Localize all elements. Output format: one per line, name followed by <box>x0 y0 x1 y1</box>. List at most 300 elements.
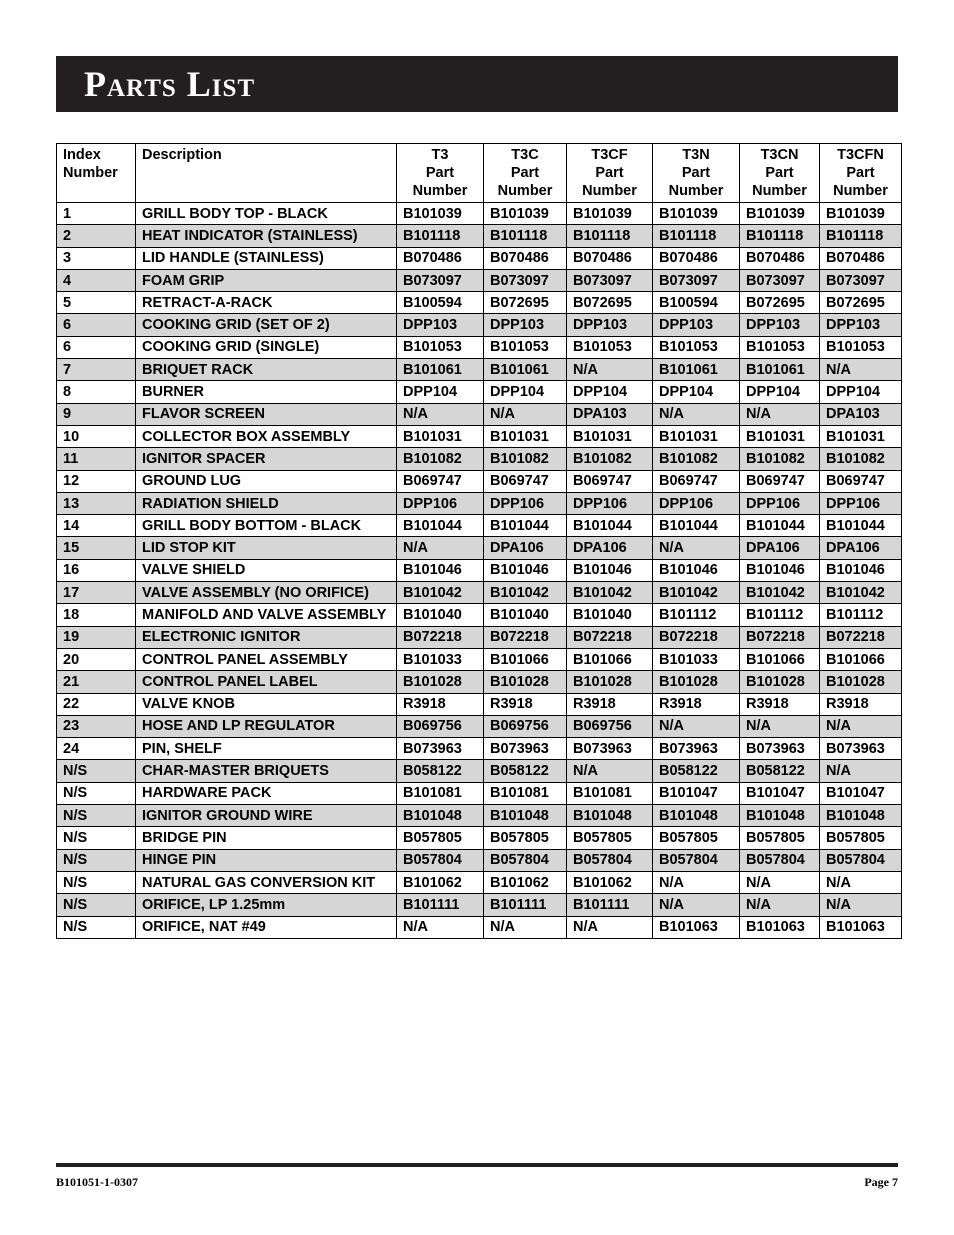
table-row <box>57 827 902 849</box>
t3cn-part-cell: B069747 <box>740 470 820 492</box>
t3c-part-cell: B101062 <box>484 871 567 893</box>
description-cell: NATURAL GAS CONVERSION KIT <box>136 871 397 893</box>
table-row <box>57 515 902 537</box>
table-row <box>57 559 902 581</box>
t3c-part-cell: B101066 <box>484 648 567 670</box>
t3c-part-cell: DPP106 <box>484 492 567 514</box>
t3n-part-cell: B101048 <box>653 805 740 827</box>
t3n-part-cell: N/A <box>653 403 740 425</box>
t3cn-part-cell: B057804 <box>740 849 820 871</box>
t3cn-part-number-header: T3CN Part Number <box>740 144 820 203</box>
t3n-part-cell: B101042 <box>653 582 740 604</box>
t3cf-part-cell: B101044 <box>567 515 653 537</box>
t3c-part-cell: B101111 <box>484 894 567 916</box>
t3cn-part-cell: B101063 <box>740 916 820 938</box>
t3n-part-cell: B057804 <box>653 849 740 871</box>
index-cell: N/S <box>57 782 136 804</box>
table-row <box>57 470 902 492</box>
t3c-part-cell: B101046 <box>484 559 567 581</box>
t3-part-cell: B070486 <box>397 247 484 269</box>
table-body <box>57 203 902 939</box>
description-cell: HARDWARE PACK <box>136 782 397 804</box>
t3cn-part-cell: DPP104 <box>740 381 820 403</box>
t3c-part-cell: B101040 <box>484 604 567 626</box>
t3cn-part-cell: B070486 <box>740 247 820 269</box>
table-row <box>57 269 902 291</box>
t3cf-part-cell: R3918 <box>567 693 653 715</box>
t3cfn-part-cell: B072218 <box>820 626 902 648</box>
t3n-part-cell: B101039 <box>653 203 740 225</box>
t3n-part-cell: B101061 <box>653 359 740 381</box>
table-row <box>57 871 902 893</box>
description-cell: VALVE ASSEMBLY (NO ORIFICE) <box>136 582 397 604</box>
description-cell: VALVE SHIELD <box>136 559 397 581</box>
description-cell: CONTROL PANEL LABEL <box>136 671 397 693</box>
t3cf-part-cell: B101066 <box>567 648 653 670</box>
t3cn-part-cell: B058122 <box>740 760 820 782</box>
description-cell: GRILL BODY TOP - BLACK <box>136 203 397 225</box>
t3cn-part-cell: B101118 <box>740 225 820 247</box>
t3cn-part-cell: N/A <box>740 403 820 425</box>
t3-part-cell: B072218 <box>397 626 484 648</box>
t3cfn-part-cell: N/A <box>820 359 902 381</box>
description-cell: HEAT INDICATOR (STAINLESS) <box>136 225 397 247</box>
t3cfn-part-cell: N/A <box>820 760 902 782</box>
page-title: Parts List <box>84 64 256 104</box>
table-row <box>57 448 902 470</box>
description-cell: COOKING GRID (SINGLE) <box>136 336 397 358</box>
description-cell: PIN, SHELF <box>136 738 397 760</box>
index-cell: 15 <box>57 537 136 559</box>
t3cn-part-cell: B057805 <box>740 827 820 849</box>
t3cfn-part-cell: DPA103 <box>820 403 902 425</box>
index-cell: 8 <box>57 381 136 403</box>
t3cf-part-cell: DPP106 <box>567 492 653 514</box>
index-cell: N/S <box>57 805 136 827</box>
index-cell: 24 <box>57 738 136 760</box>
index-cell: N/S <box>57 760 136 782</box>
index-number-header: Index Number <box>57 144 136 203</box>
t3cf-part-cell: B101028 <box>567 671 653 693</box>
t3n-part-cell: B101033 <box>653 648 740 670</box>
table-row <box>57 760 902 782</box>
description-header: Description <box>136 144 397 203</box>
t3cfn-part-cell: B101082 <box>820 448 902 470</box>
index-cell: 19 <box>57 626 136 648</box>
t3cn-part-cell: B073097 <box>740 269 820 291</box>
t3cf-part-cell: B101111 <box>567 894 653 916</box>
t3cn-part-cell: B073963 <box>740 738 820 760</box>
t3cf-part-cell: DPP103 <box>567 314 653 336</box>
t3n-part-cell: B069747 <box>653 470 740 492</box>
t3cfn-part-cell: B057804 <box>820 849 902 871</box>
index-cell: N/S <box>57 849 136 871</box>
page-number: Page 7 <box>864 1175 898 1189</box>
t3cfn-part-cell: DPP104 <box>820 381 902 403</box>
description-cell: BRIQUET RACK <box>136 359 397 381</box>
t3n-part-cell: R3918 <box>653 693 740 715</box>
t3cfn-part-cell: B101028 <box>820 671 902 693</box>
t3cn-part-cell: B101044 <box>740 515 820 537</box>
t3n-part-cell: B101028 <box>653 671 740 693</box>
t3-part-cell: B101061 <box>397 359 484 381</box>
index-cell: 17 <box>57 582 136 604</box>
t3cf-part-cell: B101118 <box>567 225 653 247</box>
t3cfn-part-cell: B101048 <box>820 805 902 827</box>
t3c-part-cell: B101118 <box>484 225 567 247</box>
t3n-part-cell: N/A <box>653 871 740 893</box>
t3cfn-part-cell: B101031 <box>820 425 902 447</box>
description-cell: GROUND LUG <box>136 470 397 492</box>
t3n-part-cell: N/A <box>653 537 740 559</box>
title-bar <box>56 56 898 112</box>
t3cf-part-cell: B073963 <box>567 738 653 760</box>
t3cf-part-cell: DPA106 <box>567 537 653 559</box>
table-row <box>57 336 902 358</box>
t3c-part-cell: B057805 <box>484 827 567 849</box>
description-cell: RADIATION SHIELD <box>136 492 397 514</box>
t3n-part-cell: B072218 <box>653 626 740 648</box>
t3-part-cell: B073097 <box>397 269 484 291</box>
index-cell: 20 <box>57 648 136 670</box>
t3c-part-cell: N/A <box>484 916 567 938</box>
t3cf-part-cell: DPA103 <box>567 403 653 425</box>
t3cf-part-cell: B069747 <box>567 470 653 492</box>
table-row <box>57 894 902 916</box>
t3c-part-cell: R3918 <box>484 693 567 715</box>
t3-part-cell: R3918 <box>397 693 484 715</box>
table-row <box>57 381 902 403</box>
table-row <box>57 359 902 381</box>
t3c-part-cell: B101081 <box>484 782 567 804</box>
t3-part-cell: B101031 <box>397 425 484 447</box>
description-cell: COOKING GRID (SET OF 2) <box>136 314 397 336</box>
t3cfn-part-cell: B101066 <box>820 648 902 670</box>
t3cn-part-cell: B101066 <box>740 648 820 670</box>
t3cfn-part-cell: B101112 <box>820 604 902 626</box>
index-cell: 9 <box>57 403 136 425</box>
t3-part-cell: N/A <box>397 537 484 559</box>
t3c-part-cell: B101031 <box>484 425 567 447</box>
description-cell: LID STOP KIT <box>136 537 397 559</box>
t3-part-cell: B101046 <box>397 559 484 581</box>
t3cfn-part-cell: B073963 <box>820 738 902 760</box>
t3-part-cell: B100594 <box>397 292 484 314</box>
table-row <box>57 916 902 938</box>
footer-rule <box>56 1163 898 1167</box>
t3-part-cell: B058122 <box>397 760 484 782</box>
t3c-part-cell: B101061 <box>484 359 567 381</box>
table-row <box>57 805 902 827</box>
t3cf-part-cell: B101062 <box>567 871 653 893</box>
table-row <box>57 314 902 336</box>
description-cell: MANIFOLD AND VALVE ASSEMBLY <box>136 604 397 626</box>
t3n-part-number-header: T3N Part Number <box>653 144 740 203</box>
t3-part-cell: B101118 <box>397 225 484 247</box>
t3cfn-part-cell: B101039 <box>820 203 902 225</box>
t3n-part-cell: B058122 <box>653 760 740 782</box>
t3c-part-cell: B101039 <box>484 203 567 225</box>
t3cf-part-cell: B101081 <box>567 782 653 804</box>
index-cell: 11 <box>57 448 136 470</box>
t3-part-number-header: T3 Part Number <box>397 144 484 203</box>
t3-part-cell: B101048 <box>397 805 484 827</box>
index-cell: N/S <box>57 894 136 916</box>
table-row <box>57 782 902 804</box>
t3cf-part-cell: B070486 <box>567 247 653 269</box>
table-row <box>57 537 902 559</box>
t3cn-part-cell: B072695 <box>740 292 820 314</box>
t3cfn-part-cell: B101044 <box>820 515 902 537</box>
t3cn-part-cell: B101047 <box>740 782 820 804</box>
t3cn-part-cell: DPP103 <box>740 314 820 336</box>
t3c-part-cell: B073097 <box>484 269 567 291</box>
table-row <box>57 225 902 247</box>
t3cn-part-cell: N/A <box>740 894 820 916</box>
t3c-part-cell: B072695 <box>484 292 567 314</box>
index-cell: 14 <box>57 515 136 537</box>
t3cfn-part-cell: B101063 <box>820 916 902 938</box>
t3-part-cell: N/A <box>397 916 484 938</box>
t3n-part-cell: B101112 <box>653 604 740 626</box>
t3c-part-cell: N/A <box>484 403 567 425</box>
t3cn-part-cell: DPA106 <box>740 537 820 559</box>
index-cell: N/S <box>57 916 136 938</box>
t3c-part-cell: B101028 <box>484 671 567 693</box>
t3cn-part-cell: B101082 <box>740 448 820 470</box>
t3cfn-part-cell: B072695 <box>820 292 902 314</box>
t3c-part-cell: B101048 <box>484 805 567 827</box>
parts-table <box>56 143 902 939</box>
t3c-part-cell: DPP104 <box>484 381 567 403</box>
t3-part-cell: B101044 <box>397 515 484 537</box>
table-row <box>57 849 902 871</box>
t3cf-part-cell: N/A <box>567 916 653 938</box>
t3cn-part-cell: B101042 <box>740 582 820 604</box>
t3cf-part-cell: B101053 <box>567 336 653 358</box>
index-cell: 21 <box>57 671 136 693</box>
t3n-part-cell: B101031 <box>653 425 740 447</box>
description-cell: VALVE KNOB <box>136 693 397 715</box>
index-cell: 13 <box>57 492 136 514</box>
t3c-part-cell: B069756 <box>484 715 567 737</box>
t3c-part-cell: B058122 <box>484 760 567 782</box>
t3cf-part-cell: N/A <box>567 760 653 782</box>
index-cell: 6 <box>57 314 136 336</box>
table-row <box>57 715 902 737</box>
t3-part-cell: DPP103 <box>397 314 484 336</box>
description-cell: RETRACT-A-RACK <box>136 292 397 314</box>
t3c-part-cell: B101044 <box>484 515 567 537</box>
t3cf-part-number-header: T3CF Part Number <box>567 144 653 203</box>
t3cn-part-cell: N/A <box>740 715 820 737</box>
t3cn-part-cell: B101061 <box>740 359 820 381</box>
t3-part-cell: N/A <box>397 403 484 425</box>
index-cell: 18 <box>57 604 136 626</box>
t3-part-cell: B101081 <box>397 782 484 804</box>
t3-part-cell: B101111 <box>397 894 484 916</box>
t3cf-part-cell: B057804 <box>567 849 653 871</box>
t3n-part-cell: N/A <box>653 894 740 916</box>
t3n-part-cell: DPP104 <box>653 381 740 403</box>
t3cf-part-cell: B101039 <box>567 203 653 225</box>
t3n-part-cell: B101044 <box>653 515 740 537</box>
t3cf-part-cell: B101042 <box>567 582 653 604</box>
t3-part-cell: B101062 <box>397 871 484 893</box>
t3cfn-part-cell: N/A <box>820 871 902 893</box>
t3cfn-part-number-header: T3CFN Part Number <box>820 144 902 203</box>
t3cf-part-cell: B069756 <box>567 715 653 737</box>
t3cn-part-cell: N/A <box>740 871 820 893</box>
t3-part-cell: B101053 <box>397 336 484 358</box>
t3c-part-cell: B101082 <box>484 448 567 470</box>
table-row <box>57 648 902 670</box>
description-cell: ORIFICE, NAT #49 <box>136 916 397 938</box>
t3n-part-cell: B101082 <box>653 448 740 470</box>
table-row <box>57 626 902 648</box>
t3cf-part-cell: B072218 <box>567 626 653 648</box>
t3n-part-cell: B101046 <box>653 559 740 581</box>
table-row <box>57 403 902 425</box>
description-cell: IGNITOR SPACER <box>136 448 397 470</box>
t3cfn-part-cell: B101053 <box>820 336 902 358</box>
t3cn-part-cell: B101031 <box>740 425 820 447</box>
description-cell: GRILL BODY BOTTOM - BLACK <box>136 515 397 537</box>
description-cell: BURNER <box>136 381 397 403</box>
t3-part-cell: B073963 <box>397 738 484 760</box>
description-cell: ELECTRONIC IGNITOR <box>136 626 397 648</box>
t3-part-cell: B057804 <box>397 849 484 871</box>
t3cf-part-cell: B101031 <box>567 425 653 447</box>
index-cell: 1 <box>57 203 136 225</box>
t3-part-cell: B057805 <box>397 827 484 849</box>
table-row <box>57 738 902 760</box>
document-number: B101051-1-0307 <box>56 1175 138 1189</box>
t3c-part-cell: B070486 <box>484 247 567 269</box>
t3cn-part-cell: DPP106 <box>740 492 820 514</box>
description-cell: HOSE AND LP REGULATOR <box>136 715 397 737</box>
t3c-part-cell: B101053 <box>484 336 567 358</box>
t3cf-part-cell: N/A <box>567 359 653 381</box>
t3cn-part-cell: B072218 <box>740 626 820 648</box>
t3c-part-cell: B069747 <box>484 470 567 492</box>
t3cfn-part-cell: B101042 <box>820 582 902 604</box>
table-row <box>57 671 902 693</box>
t3cfn-part-cell: B101047 <box>820 782 902 804</box>
t3cn-part-cell: B101048 <box>740 805 820 827</box>
t3cf-part-cell: B057805 <box>567 827 653 849</box>
t3cfn-part-cell: DPP106 <box>820 492 902 514</box>
description-cell: COLLECTOR BOX ASSEMBLY <box>136 425 397 447</box>
t3cfn-part-cell: B069747 <box>820 470 902 492</box>
description-cell: CONTROL PANEL ASSEMBLY <box>136 648 397 670</box>
t3c-part-cell: B073963 <box>484 738 567 760</box>
t3c-part-cell: B101042 <box>484 582 567 604</box>
t3n-part-cell: B073963 <box>653 738 740 760</box>
t3cf-part-cell: B101082 <box>567 448 653 470</box>
t3-part-cell: B101040 <box>397 604 484 626</box>
table-row <box>57 425 902 447</box>
t3-part-cell: DPP106 <box>397 492 484 514</box>
t3cf-part-cell: B072695 <box>567 292 653 314</box>
t3n-part-cell: DPP103 <box>653 314 740 336</box>
index-cell: N/S <box>57 827 136 849</box>
t3n-part-cell: B057805 <box>653 827 740 849</box>
t3cfn-part-cell: B057805 <box>820 827 902 849</box>
t3cfn-part-cell: N/A <box>820 894 902 916</box>
index-cell: 4 <box>57 269 136 291</box>
t3cn-part-cell: B101039 <box>740 203 820 225</box>
t3c-part-cell: DPA106 <box>484 537 567 559</box>
description-cell: BRIDGE PIN <box>136 827 397 849</box>
t3n-part-cell: N/A <box>653 715 740 737</box>
t3cn-part-cell: R3918 <box>740 693 820 715</box>
t3cn-part-cell: B101112 <box>740 604 820 626</box>
t3cfn-part-cell: B073097 <box>820 269 902 291</box>
t3cf-part-cell: B101048 <box>567 805 653 827</box>
t3cf-part-cell: B101040 <box>567 604 653 626</box>
t3cfn-part-cell: N/A <box>820 715 902 737</box>
index-cell: 6 <box>57 336 136 358</box>
description-cell: ORIFICE, LP 1.25mm <box>136 894 397 916</box>
index-cell: 5 <box>57 292 136 314</box>
description-cell: FLAVOR SCREEN <box>136 403 397 425</box>
description-cell: HINGE PIN <box>136 849 397 871</box>
t3c-part-cell: DPP103 <box>484 314 567 336</box>
index-cell: 2 <box>57 225 136 247</box>
t3cf-part-cell: DPP104 <box>567 381 653 403</box>
t3cfn-part-cell: B101118 <box>820 225 902 247</box>
t3cfn-part-cell: B101046 <box>820 559 902 581</box>
table-row <box>57 492 902 514</box>
table-row <box>57 604 902 626</box>
t3-part-cell: B101028 <box>397 671 484 693</box>
t3cn-part-cell: B101028 <box>740 671 820 693</box>
t3-part-cell: B101042 <box>397 582 484 604</box>
table-row <box>57 582 902 604</box>
t3n-part-cell: B101047 <box>653 782 740 804</box>
index-cell: 3 <box>57 247 136 269</box>
t3c-part-cell: B072218 <box>484 626 567 648</box>
table-header-row <box>57 144 902 203</box>
t3-part-cell: B069747 <box>397 470 484 492</box>
table-row <box>57 693 902 715</box>
t3-part-cell: B069756 <box>397 715 484 737</box>
t3cfn-part-cell: B070486 <box>820 247 902 269</box>
t3cn-part-cell: B101053 <box>740 336 820 358</box>
index-cell: N/S <box>57 871 136 893</box>
index-cell: 22 <box>57 693 136 715</box>
t3cf-part-cell: B073097 <box>567 269 653 291</box>
t3c-part-cell: B057804 <box>484 849 567 871</box>
t3n-part-cell: B101053 <box>653 336 740 358</box>
t3-part-cell: B101082 <box>397 448 484 470</box>
t3-part-cell: B101039 <box>397 203 484 225</box>
t3-part-cell: B101033 <box>397 648 484 670</box>
t3cfn-part-cell: DPA106 <box>820 537 902 559</box>
t3c-part-number-header: T3C Part Number <box>484 144 567 203</box>
index-cell: 7 <box>57 359 136 381</box>
t3n-part-cell: B101063 <box>653 916 740 938</box>
t3-part-cell: DPP104 <box>397 381 484 403</box>
table-row <box>57 203 902 225</box>
index-cell: 16 <box>57 559 136 581</box>
t3cn-part-cell: B101046 <box>740 559 820 581</box>
t3cf-part-cell: B101046 <box>567 559 653 581</box>
description-cell: IGNITOR GROUND WIRE <box>136 805 397 827</box>
index-cell: 23 <box>57 715 136 737</box>
table-row <box>57 247 902 269</box>
